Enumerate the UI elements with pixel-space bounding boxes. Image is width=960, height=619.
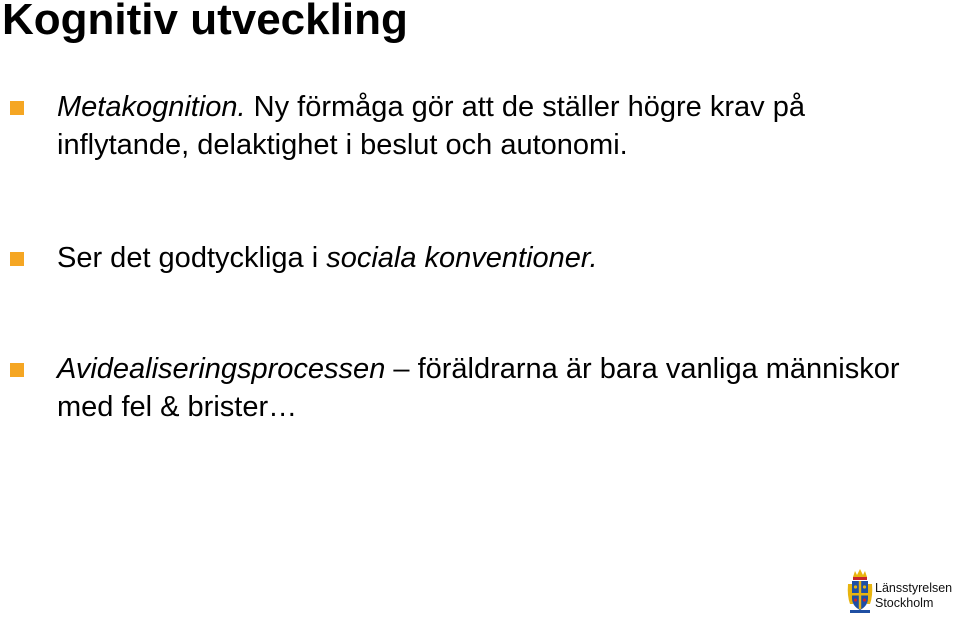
slide-title: Kognitiv utveckling: [2, 0, 408, 44]
square-bullet-icon: [10, 363, 24, 377]
bullet-term: Avidealiseringsprocessen: [57, 353, 386, 385]
square-bullet-icon: [10, 252, 24, 266]
lansstyrelsen-logo: [847, 568, 959, 616]
bullet-metakognition: [57, 88, 937, 164]
bullet-konventioner: [57, 239, 937, 277]
logo-line-2: Stockholm: [875, 596, 934, 610]
bullet-avidealisering: [57, 350, 937, 426]
bullet-text: Ser det godtyckliga i: [57, 242, 327, 274]
logo-line-1: Länsstyrelsen: [875, 581, 953, 595]
bullet-text: Ny förmåga gör att de ställer högre krav på inflytande, delaktighet i beslut och autonomi.: [57, 91, 805, 161]
bullet-term: Metakognition.: [57, 91, 246, 123]
coat-of-arms-icon: [847, 568, 873, 614]
bullet-term: sociala konventioner.: [326, 242, 598, 274]
square-bullet-icon: [10, 101, 24, 115]
bullet-text: – föräldrarna är bara vanliga människor med fel & brister…: [57, 353, 900, 423]
logo-wordmark: [875, 581, 952, 611]
